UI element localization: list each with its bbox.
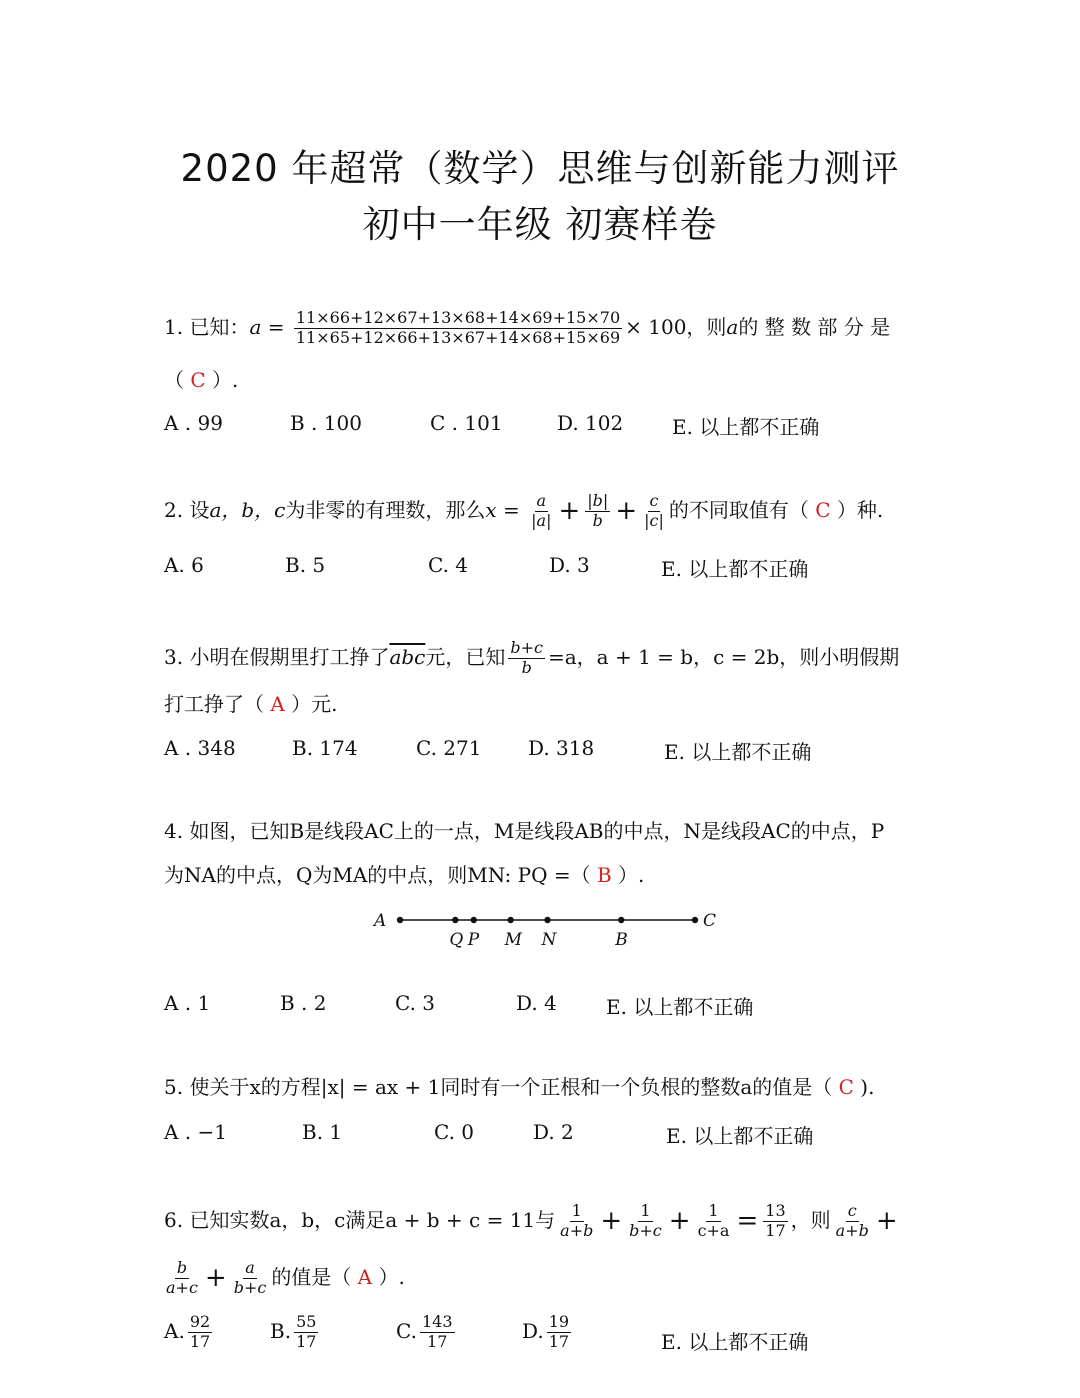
question-6-line1 — [164, 1203, 900, 1240]
q6-option-c-frac — [420, 1314, 455, 1351]
q3-line2-prefix: 打工挣了（ — [164, 692, 271, 716]
q6-option-d-den: 17 — [548, 1331, 570, 1351]
q6-l2-end: ）. — [372, 1264, 405, 1289]
q2-suffix: 的不同取值有（ — [668, 497, 816, 522]
q3-mid1: 元，已知 — [425, 644, 506, 669]
q6-frac-5-den: a+b — [835, 1220, 869, 1240]
q2-x: x — [485, 497, 497, 522]
q5-end: ). — [853, 1075, 875, 1099]
q6-option-c-letter: C. — [396, 1318, 417, 1343]
q5-option-b: B. 1 — [302, 1120, 343, 1144]
q4-point-p — [471, 917, 477, 923]
q2-prefix: 2. 设 — [164, 497, 210, 522]
q6-option-c-den: 17 — [427, 1331, 448, 1351]
q4-line2-end: ）. — [611, 863, 645, 887]
q6-l2-frac-1 — [164, 1260, 200, 1297]
q6-l2-mid: 的值是（ — [271, 1264, 358, 1289]
q6-l2-frac-1-den: a+c — [166, 1277, 198, 1297]
q1-times: × 100，则 — [625, 314, 727, 339]
q4-option-e: E. 以上都不正确 — [606, 995, 754, 1019]
q1-eq: = — [261, 314, 291, 339]
q3-abc: $\overline{abc}$ — [389, 644, 426, 669]
q6-frac-2-den: b+c — [629, 1220, 662, 1240]
q6-frac-3-num: 1 — [708, 1201, 719, 1220]
question-3-line2 — [164, 694, 338, 714]
q6-frac-1 — [558, 1203, 595, 1240]
q3-option-c: C. 271 — [416, 736, 482, 760]
q6-plus-3: + — [875, 1206, 898, 1237]
q6-frac-4 — [763, 1203, 787, 1240]
q2-option-a: A. 6 — [164, 553, 204, 577]
q6-frac-5 — [834, 1203, 871, 1240]
q6-l2-frac-1-num: b — [176, 1258, 188, 1277]
q4-point-b — [618, 917, 624, 923]
q6-option-a-letter: A. — [164, 1318, 185, 1343]
q6-frac-3-den: c+a — [697, 1220, 730, 1240]
q4-line2-prefix: 为NA的中点，Q为MA的中点，则MN: PQ =（ — [164, 863, 597, 887]
q6-frac-1-den: a+b — [560, 1220, 594, 1240]
q6-option-a-den: 17 — [189, 1331, 211, 1351]
q6-option-b — [270, 1314, 321, 1351]
q4-point-q — [452, 917, 458, 923]
q6-l2-frac-2-den: b+c — [233, 1277, 267, 1297]
q4-label-c: C — [703, 911, 717, 931]
q6-option-d-num: 19 — [548, 1312, 570, 1331]
question-5 — [164, 1077, 874, 1097]
q4-segment-diagram — [360, 900, 730, 956]
q4-point-a — [397, 917, 403, 923]
q5-option-e: E. 以上都不正确 — [666, 1124, 814, 1148]
q5-text: 5. 使关于x的方程|x| = ax + 1同时有一个正根和一个负根的整数a的值是（ — [164, 1075, 839, 1099]
q3-frac — [508, 640, 545, 677]
question-4-line1: 4. 如图，已知B是线段AC上的一点，M是线段AB的中点，N是线段AC的中点，P — [164, 819, 885, 843]
q6-frac-2-num: 1 — [640, 1201, 651, 1220]
q6-frac-2 — [627, 1203, 664, 1240]
q3-frac-num: b+c — [510, 638, 543, 657]
q2-frac-2 — [585, 493, 610, 530]
q4-point-m — [507, 917, 513, 923]
q3-prefix: 3. 小明在假期里打工挣了 — [164, 644, 390, 669]
q2-mid: 为非零的有理数，那么 — [285, 497, 486, 522]
q1-suffix: 的 整 数 部 分 是 — [738, 314, 891, 339]
q1-option-e: E. 以上都不正确 — [672, 415, 820, 439]
q6-option-a-num: 92 — [189, 1312, 211, 1331]
q2-frac-2-den: b — [592, 510, 603, 530]
q4-answer: B — [596, 863, 612, 887]
q6-option-b-frac — [294, 1314, 318, 1351]
question-1-line2 — [164, 370, 238, 390]
q6-frac-4-den: 17 — [765, 1220, 786, 1240]
q5-option-d: D. 2 — [533, 1120, 574, 1144]
q6-frac-4-num: 13 — [765, 1201, 786, 1220]
q4-label-a: A — [374, 911, 387, 931]
q1-fraction — [294, 310, 622, 347]
q4-option-d: D. 4 — [516, 991, 557, 1015]
q4-label-b: B — [615, 930, 628, 950]
q3-frac-den: b — [521, 657, 532, 677]
q4-option-c: C. 3 — [395, 991, 436, 1015]
q6-option-a-frac — [188, 1314, 212, 1351]
q5-option-c: C. 0 — [434, 1120, 475, 1144]
q5-option-a: A . −1 — [164, 1120, 227, 1144]
q2-frac-1-den: |a| — [531, 510, 552, 530]
q1-answer-close: ）. — [205, 368, 239, 392]
q2-frac-2-num: |b| — [587, 491, 609, 510]
q6-frac-3 — [696, 1203, 732, 1240]
q1-prefix: 1. 已知： — [164, 314, 250, 339]
q2-option-d: D. 3 — [549, 553, 590, 577]
q6-option-a — [164, 1314, 215, 1351]
q4-label-p: P — [467, 930, 480, 950]
q3-option-e: E. 以上都不正确 — [664, 740, 812, 764]
q2-answer: C — [815, 497, 831, 522]
q2-end: ）种. — [830, 497, 884, 522]
q2-option-c: C. 4 — [428, 553, 469, 577]
page-title-line2: 初中一年级 初赛样卷 — [362, 203, 718, 246]
q2-vars: a，b，c — [209, 497, 286, 522]
q4-option-a: A . 1 — [164, 991, 211, 1015]
q6-then: ，则 — [790, 1207, 831, 1232]
q6-option-e: E. 以上都不正确 — [661, 1330, 809, 1354]
q6-option-b-num: 55 — [296, 1312, 317, 1331]
q2-frac-3 — [642, 493, 666, 530]
q4-point-c — [692, 917, 698, 923]
q6-option-d-letter: D. — [522, 1318, 544, 1343]
q2-frac-3-den: |c| — [644, 510, 664, 530]
page-title-line1: 2020 年超常（数学）思维与创新能力测评 — [180, 147, 900, 190]
q4-point-n — [544, 917, 550, 923]
q1-denominator: 11×65+12×66+13×67+14×68+15×69 — [295, 327, 621, 347]
q1-numerator: 11×66+12×67+13×68+14×69+15×70 — [295, 308, 621, 327]
q1-var: a — [249, 314, 262, 339]
q2-plus-2: + — [615, 496, 638, 527]
q1-answer-open: （ — [164, 368, 191, 392]
q6-option-d-frac — [547, 1314, 571, 1351]
q6-l2-frac-2-num: a — [245, 1258, 255, 1277]
q1-option-c: C . 101 — [430, 411, 503, 435]
question-3-line1 — [164, 640, 899, 677]
q2-plus-1: + — [558, 496, 581, 527]
q2-frac-1 — [529, 493, 553, 530]
question-4-line2 — [164, 865, 644, 885]
q6-answer: A — [357, 1264, 373, 1289]
q1-option-b: B . 100 — [290, 411, 362, 435]
q6-option-b-letter: B. — [270, 1318, 292, 1343]
q1-answer: C — [190, 368, 206, 392]
q4-label-q: Q — [449, 930, 464, 950]
q6-option-b-den: 17 — [296, 1331, 317, 1351]
q3-option-b: B. 174 — [292, 736, 358, 760]
q6-l2-plus: + — [204, 1263, 227, 1294]
q6-frac-1-num: 1 — [571, 1201, 582, 1220]
q6-frac-5-num: c — [847, 1201, 857, 1220]
q3-option-a: A . 348 — [164, 736, 236, 760]
q2-option-b: B. 5 — [285, 553, 326, 577]
q6-eq: = — [736, 1206, 759, 1237]
q1-var2: a — [726, 314, 739, 339]
q3-answer: A — [270, 692, 285, 716]
q2-eq: = — [496, 497, 527, 522]
q4-option-b: B . 2 — [280, 991, 327, 1015]
q3-mid2: =a，a + 1 = b，c = 2b，则小明假期 — [548, 644, 900, 669]
q6-option-d — [522, 1314, 574, 1351]
q2-option-e: E. 以上都不正确 — [661, 557, 809, 581]
q6-option-c — [396, 1314, 458, 1351]
q2-frac-1-num: a — [536, 491, 547, 510]
q1-option-d: D. 102 — [557, 411, 624, 435]
q4-label-m: M — [504, 930, 523, 950]
q6-plus-1: + — [600, 1206, 623, 1237]
q3-option-d: D. 318 — [528, 736, 595, 760]
question-2 — [164, 493, 883, 530]
q4-label-n: N — [541, 930, 557, 950]
q5-answer: C — [838, 1075, 854, 1099]
q6-option-c-num: 143 — [421, 1312, 453, 1331]
q3-line2-end: ）元. — [284, 692, 338, 716]
question-6-line2 — [164, 1260, 405, 1297]
q6-plus-2: + — [668, 1206, 691, 1237]
q1-option-a: A . 99 — [164, 411, 223, 435]
q2-frac-3-num: c — [649, 491, 659, 510]
q6-l2-frac-2 — [232, 1260, 269, 1297]
q6-prefix: 6. 已知实数a，b，c满足a + b + c = 11与 — [164, 1207, 556, 1232]
question-1-line1 — [164, 310, 890, 347]
